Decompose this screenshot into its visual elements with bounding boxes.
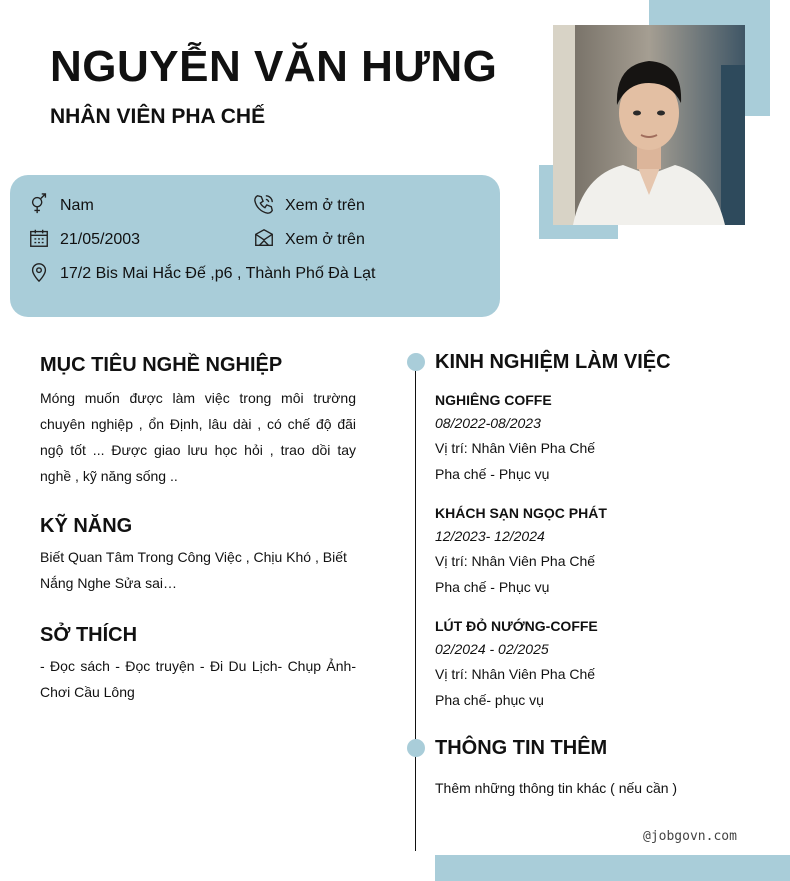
phone-value: Xem ở trên xyxy=(285,197,365,214)
contact-gender xyxy=(28,194,94,218)
bottom-bar xyxy=(435,855,790,881)
timeline-line xyxy=(415,361,416,851)
contact-email xyxy=(253,228,365,252)
objective-section xyxy=(40,353,356,489)
calendar-icon xyxy=(28,227,60,254)
cv-name: NGUYỄN VĂN HƯNG xyxy=(50,42,498,91)
address-value: 17/2 Bis Mai Hắc Đế ,p6 , Thành Phố Đà Lạt xyxy=(60,265,376,282)
skills-text: Biết Quan Tâm Trong Công Việc , Chịu Khó , Biết Nắng Nghe Sửa sai… xyxy=(40,549,347,591)
gender-value: Nam xyxy=(60,197,94,214)
gender-icon xyxy=(28,193,60,220)
contact-address xyxy=(28,262,375,286)
experience-period: 02/2024 - 02/2025 xyxy=(435,641,549,657)
profile-photo xyxy=(553,25,745,225)
skills-title: KỸ NĂNG xyxy=(40,515,133,537)
extra-title: THÔNG TIN THÊM xyxy=(435,737,608,759)
hobbies-text: - Đọc sách - Đọc truyện - Đi Du Lịch- Chụp Ảnh- Chơi Cầu Lông xyxy=(40,658,356,700)
location-icon xyxy=(28,261,60,288)
experience-period: 08/2022-08/2023 xyxy=(435,415,541,431)
timeline-dot-extra xyxy=(407,739,425,757)
experience-item xyxy=(435,502,775,600)
hobbies-section xyxy=(40,623,356,705)
experience-company: LÚT ĐỎ NƯỚNG-COFFE xyxy=(435,618,598,634)
experience-position: Vị trí: Nhân Viên Pha Chế xyxy=(435,440,596,456)
experience-company: NGHIÊNG COFFE xyxy=(435,392,552,408)
experience-item xyxy=(435,389,775,487)
phone-icon xyxy=(253,193,285,220)
objective-title: MỤC TIÊU NGHỀ NGHIỆP xyxy=(40,354,283,376)
experience-duty: Pha chế - Phục vụ xyxy=(435,466,550,482)
email-value: Xem ở trên xyxy=(285,231,365,248)
email-icon xyxy=(253,227,285,254)
contact-phone xyxy=(253,194,365,218)
experience-position: Vị trí: Nhân Viên Pha Chế xyxy=(435,553,596,569)
experience-duty: Pha chế - Phục vụ xyxy=(435,579,550,595)
skills-section xyxy=(40,514,356,596)
watermark: @jobgovn.com xyxy=(643,829,737,844)
experience-position: Vị trí: Nhân Viên Pha Chế xyxy=(435,666,596,682)
experience-item xyxy=(435,615,775,713)
timeline-dot-experience xyxy=(407,353,425,371)
hobbies-title: SỞ THÍCH xyxy=(40,624,138,646)
experience-title: KINH NGHIỆM LÀM VIỆC xyxy=(435,351,671,373)
extra-text: Thêm những thông tin khác ( nếu cần ) xyxy=(435,780,678,796)
experience-company: KHÁCH SẠN NGỌC PHÁT xyxy=(435,505,607,521)
experience-duty: Pha chế- phục vụ xyxy=(435,692,544,708)
objective-text: Móng muốn được làm việc trong môi trường chuyên nghiệp , ổn Định, lâu dài , có chế độ đãi ngộ tốt ... Được giao lưu học hỏi , trao dồi tay nghề , kỹ năng sống .. xyxy=(40,390,356,484)
dob-value: 21/05/2003 xyxy=(60,231,141,248)
cv-job-title: NHÂN VIÊN PHA CHẾ xyxy=(50,105,266,128)
contact-dob xyxy=(28,228,140,252)
experience-period: 12/2023- 12/2024 xyxy=(435,528,545,544)
